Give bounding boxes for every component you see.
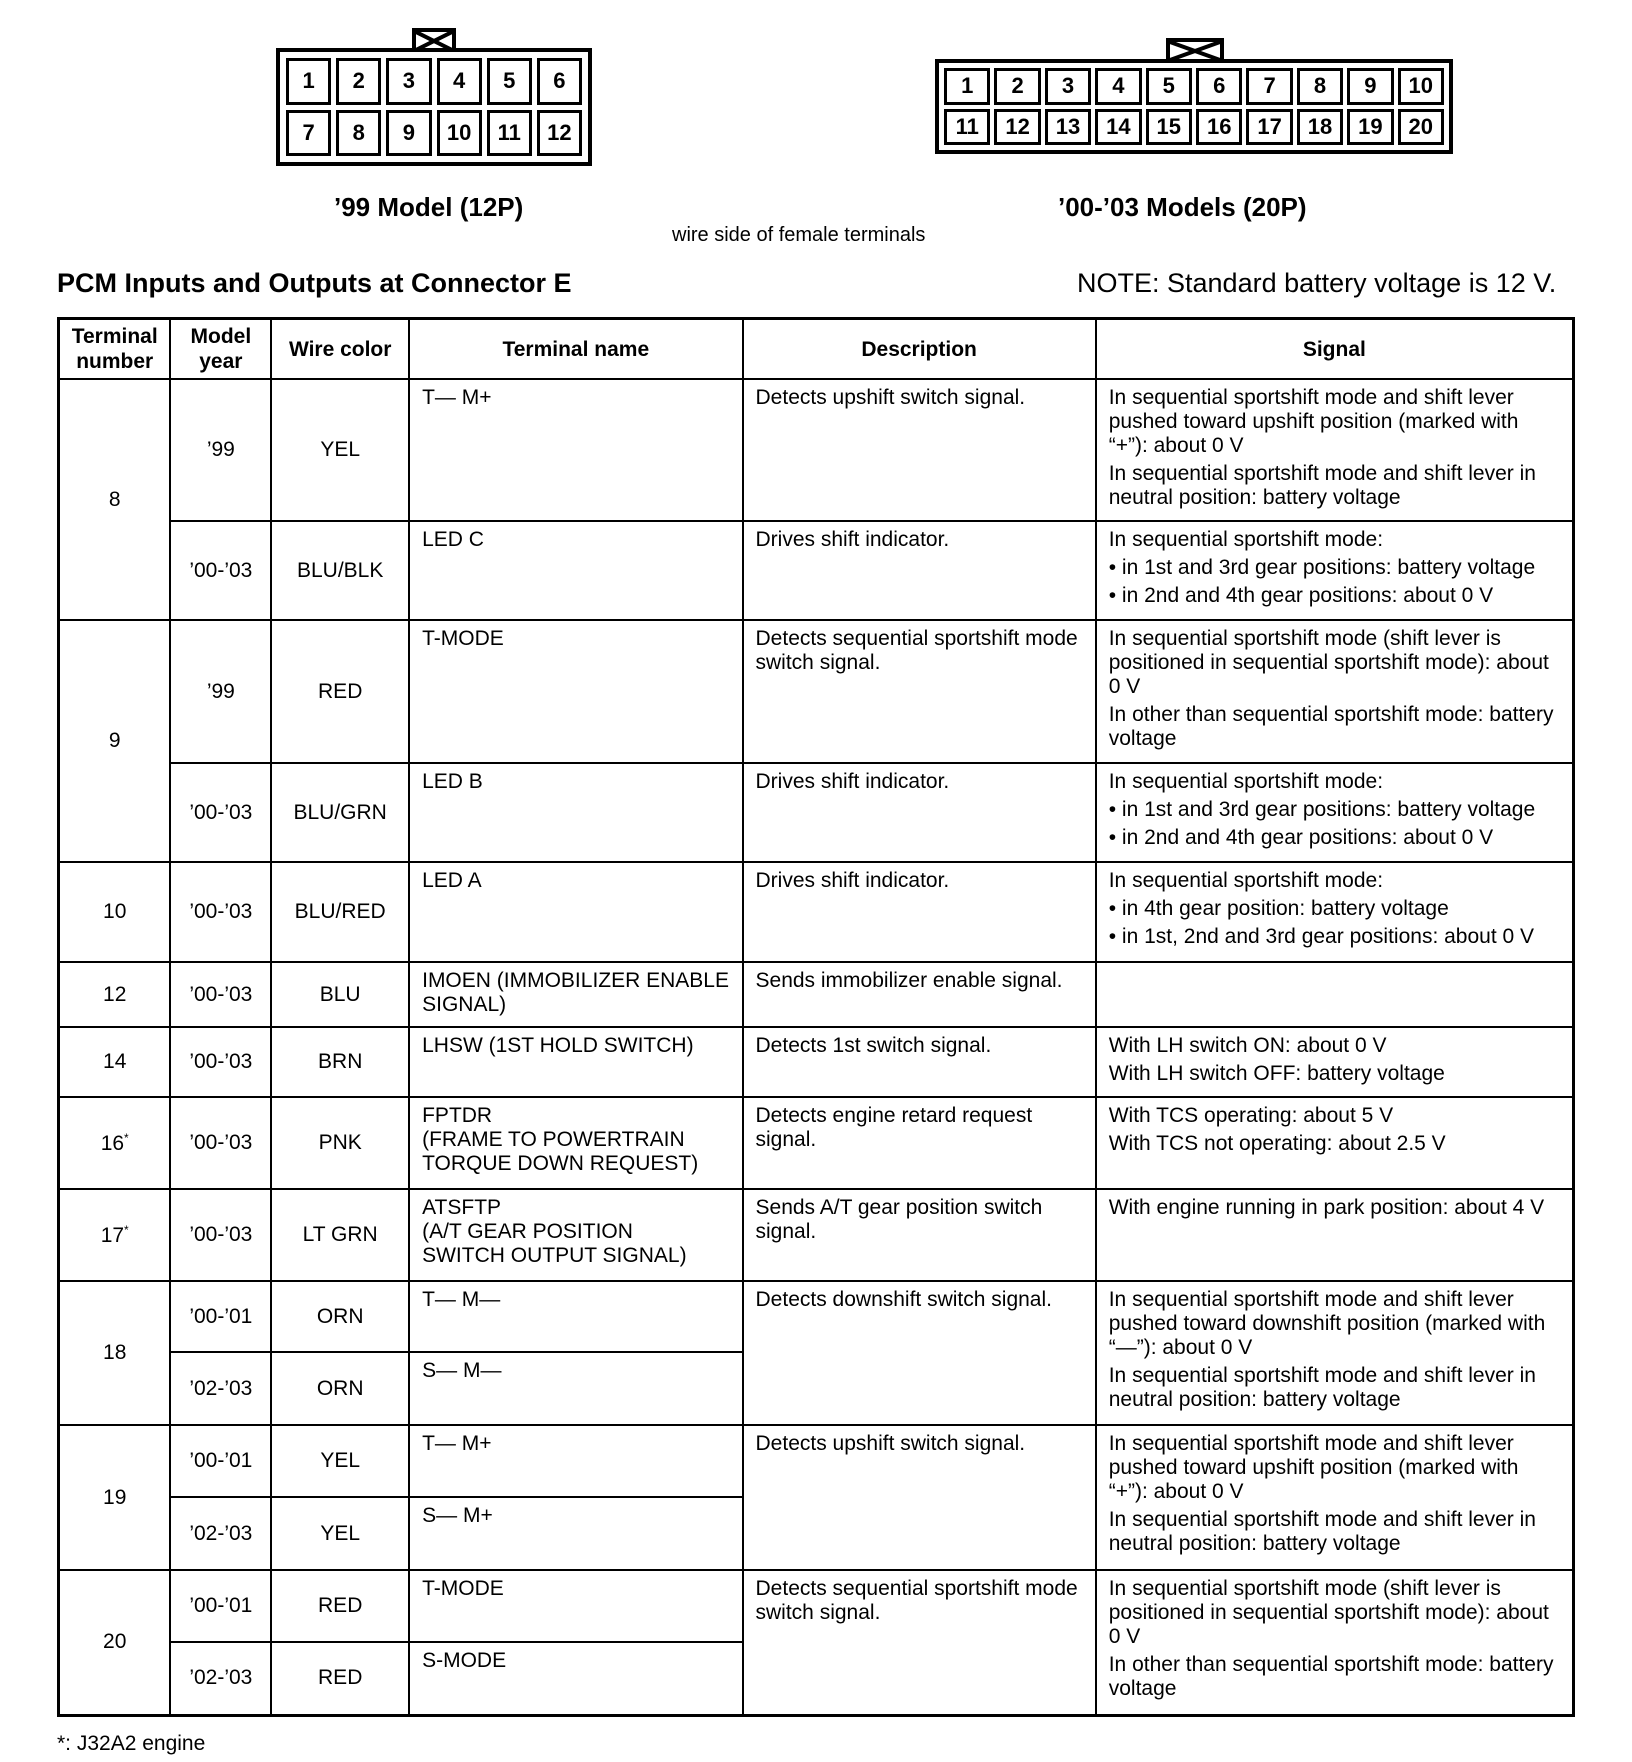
connector-pin: 12 xyxy=(994,109,1040,146)
model-year: ’00-’03 xyxy=(170,521,271,620)
terminal-number: 10 xyxy=(59,862,171,962)
connector-pin: 5 xyxy=(1146,68,1192,105)
connector-pin: 6 xyxy=(537,58,582,105)
terminal-name: ATSFTP (A/T GEAR POSITION SWITCH OUTPUT SIGNAL) xyxy=(409,1189,742,1281)
terminal-name: S— M+ xyxy=(409,1497,742,1570)
connector-pin: 14 xyxy=(1095,109,1141,146)
signal: In sequential sportshift mode: • in 1st and 3rd gear positions: battery voltage • in 2nd and 4th gear positions: about 0 V xyxy=(1096,763,1574,862)
footnote-mark: * xyxy=(124,1130,129,1145)
model-year: ’00-’03 xyxy=(170,1189,271,1281)
table-row xyxy=(59,1281,1574,1352)
table-row xyxy=(59,1189,1574,1281)
wire-color: YEL xyxy=(271,379,409,521)
pcm-io-table xyxy=(57,317,1575,1717)
header-signal: Signal xyxy=(1096,319,1574,380)
header-model-year: Model year xyxy=(170,319,271,380)
signal: With LH switch ON: about 0 V With LH switch OFF: battery voltage xyxy=(1096,1027,1574,1097)
terminal-number: 8 xyxy=(59,379,171,620)
wire-color: BLU/GRN xyxy=(271,763,409,862)
description: Detects upshift switch signal. xyxy=(743,1425,1096,1570)
table-row xyxy=(59,862,1574,962)
table-row xyxy=(59,1570,1574,1642)
model-year: ’02-’03 xyxy=(170,1497,271,1570)
signal: In sequential sportshift mode: • in 1st and 3rd gear positions: battery voltage • in 2nd and 4th gear positions: about 0 V xyxy=(1096,521,1574,620)
description: Drives shift indicator. xyxy=(743,862,1096,962)
terminal-number: 14 xyxy=(59,1027,171,1097)
connector-pin: 3 xyxy=(1045,68,1091,105)
connector-pin: 1 xyxy=(286,58,331,105)
header-description: Description xyxy=(743,319,1096,380)
terminal-name: T— M+ xyxy=(409,1425,742,1497)
model-year: ’02-’03 xyxy=(170,1642,271,1715)
wire-color: PNK xyxy=(271,1097,409,1189)
connector-12p-latch xyxy=(412,28,456,50)
terminal-name: T-MODE xyxy=(409,1570,742,1642)
terminal-number: 9 xyxy=(59,620,171,862)
model-year: ’00-’03 xyxy=(170,1027,271,1097)
page-title: PCM Inputs and Outputs at Connector E xyxy=(57,268,572,298)
terminal-name: T— M+ xyxy=(409,379,742,521)
connector-pin: 13 xyxy=(1045,109,1091,146)
signal: In sequential sportshift mode: • in 4th gear position: battery voltage • in 1st, 2nd and 3rd gear positions: about 0 V xyxy=(1096,862,1574,962)
signal: In sequential sportshift mode and shift lever pushed toward upshift position (marked with “+”): about 0 V In sequential sportshift mode and shift lever in neutral position: battery voltage xyxy=(1096,379,1574,521)
terminal-name: T-MODE xyxy=(409,620,742,763)
terminal-name: LED C xyxy=(409,521,742,620)
table-row xyxy=(59,1425,1574,1497)
description: Drives shift indicator. xyxy=(743,521,1096,620)
connector-pin: 1 xyxy=(944,68,990,105)
terminal-number: 12 xyxy=(59,962,171,1027)
signal: With engine running in park position: about 4 V xyxy=(1096,1189,1574,1281)
table-header-row xyxy=(59,319,1574,380)
model-year: ’00-’03 xyxy=(170,862,271,962)
connector-pin: 11 xyxy=(944,109,990,146)
battery-note: NOTE: Standard battery voltage is 12 V. xyxy=(1077,268,1557,298)
connector-pin: 7 xyxy=(1246,68,1292,105)
signal xyxy=(1096,962,1574,1027)
connector-pin: 4 xyxy=(1095,68,1141,105)
model-year: ’00-’03 xyxy=(170,763,271,862)
connector-20p xyxy=(935,59,1453,154)
terminal-name: T— M— xyxy=(409,1281,742,1352)
terminal-number: 20 xyxy=(59,1570,171,1715)
description: Detects downshift switch signal. xyxy=(743,1281,1096,1425)
header-wire-color: Wire color xyxy=(271,319,409,380)
table-row xyxy=(59,379,1574,521)
model-year: ’02-’03 xyxy=(170,1352,271,1425)
terminal-name: S— M— xyxy=(409,1352,742,1425)
connector-pin: 7 xyxy=(286,110,331,157)
terminal-number: 19 xyxy=(59,1425,171,1570)
connector-pin: 18 xyxy=(1297,109,1343,146)
terminal-name: LED B xyxy=(409,763,742,862)
wire-color: BRN xyxy=(271,1027,409,1097)
header-terminal-name: Terminal name xyxy=(409,319,742,380)
connector-pin: 8 xyxy=(336,110,381,157)
wire-color: LT GRN xyxy=(271,1189,409,1281)
table-row xyxy=(59,1097,1574,1189)
header-terminal-number: Terminal number xyxy=(59,319,171,380)
connector-pin: 3 xyxy=(386,58,431,105)
wire-color: YEL xyxy=(271,1497,409,1570)
description: Sends immobilizer enable signal. xyxy=(743,962,1096,1027)
wire-color: ORN xyxy=(271,1352,409,1425)
connector-pin: 17 xyxy=(1246,109,1292,146)
connector-pin: 16 xyxy=(1196,109,1242,146)
connector-12p-label: ’99 Model (12P) xyxy=(334,192,524,222)
wire-color: RED xyxy=(271,620,409,763)
connector-pin: 8 xyxy=(1297,68,1343,105)
connector-pin: 10 xyxy=(1398,68,1444,105)
model-year: ’99 xyxy=(170,379,271,521)
connector-12p xyxy=(276,48,592,166)
connector-20p-latch xyxy=(1166,38,1224,60)
connector-pin: 2 xyxy=(994,68,1040,105)
table-row xyxy=(59,763,1574,862)
terminal-number: 18 xyxy=(59,1281,171,1425)
connector-pin: 10 xyxy=(437,110,482,157)
wire-color: BLU xyxy=(271,962,409,1027)
terminal-name: LHSW (1ST HOLD SWITCH) xyxy=(409,1027,742,1097)
connector-pin: 6 xyxy=(1196,68,1242,105)
connector-pin: 15 xyxy=(1146,109,1192,146)
model-year: ’00-’03 xyxy=(170,1097,271,1189)
terminal-number: 17* xyxy=(59,1189,171,1281)
signal: With TCS operating: about 5 V With TCS not operating: about 2.5 V xyxy=(1096,1097,1574,1189)
description: Detects sequential sportshift mode switch signal. xyxy=(743,1570,1096,1715)
latch-x-icon xyxy=(1170,42,1220,60)
connector-pin: 12 xyxy=(537,110,582,157)
connector-pin: 20 xyxy=(1398,109,1444,146)
footnote-mark: * xyxy=(124,1222,129,1237)
connector-20p-label: ’00-’03 Models (20P) xyxy=(1058,192,1307,222)
wire-color: BLU/RED xyxy=(271,862,409,962)
description: Detects 1st switch signal. xyxy=(743,1027,1096,1097)
connector-pin: 2 xyxy=(336,58,381,105)
wire-color: RED xyxy=(271,1642,409,1715)
model-year: ’00-’01 xyxy=(170,1281,271,1352)
connector-pin: 9 xyxy=(1347,68,1393,105)
description: Sends A/T gear position switch signal. xyxy=(743,1189,1096,1281)
table-row xyxy=(59,521,1574,620)
signal: In sequential sportshift mode (shift lever is positioned in sequential sportshift mode): about 0 V In other than sequential sportshift mode: battery voltage xyxy=(1096,620,1574,763)
description: Detects sequential sportshift mode switch signal. xyxy=(743,620,1096,763)
description: Detects upshift switch signal. xyxy=(743,379,1096,521)
table-row xyxy=(59,620,1574,763)
model-year: ’00-’01 xyxy=(170,1425,271,1497)
signal: In sequential sportshift mode and shift lever pushed toward upshift position (marked with “+”): about 0 V In sequential sportshift mode and shift lever in neutral position: battery voltage xyxy=(1096,1425,1574,1570)
wire-color: RED xyxy=(271,1570,409,1642)
wire-color: ORN xyxy=(271,1281,409,1352)
wire-color: YEL xyxy=(271,1425,409,1497)
signal: In sequential sportshift mode and shift lever pushed toward downshift position (marked with “—”): about 0 V In sequential sportshift mode and shift lever in neutral position: battery voltage xyxy=(1096,1281,1574,1425)
table-row xyxy=(59,1027,1574,1097)
description: Drives shift indicator. xyxy=(743,763,1096,862)
terminal-name: LED A xyxy=(409,862,742,962)
footnote: *: J32A2 engine xyxy=(57,1732,206,1755)
model-year: ’99 xyxy=(170,620,271,763)
connector-pin: 11 xyxy=(487,110,532,157)
terminal-name: IMOEN (IMMOBILIZER ENABLE SIGNAL) xyxy=(409,962,742,1027)
connector-pin: 19 xyxy=(1347,109,1393,146)
view-note: wire side of female terminals xyxy=(672,224,926,246)
terminal-number: 16* xyxy=(59,1097,171,1189)
model-year: ’00-’03 xyxy=(170,962,271,1027)
wire-color: BLU/BLK xyxy=(271,521,409,620)
connector-pin: 9 xyxy=(386,110,431,157)
table-row xyxy=(59,962,1574,1027)
connector-pin: 5 xyxy=(487,58,532,105)
model-year: ’00-’01 xyxy=(170,1570,271,1642)
signal: In sequential sportshift mode (shift lever is positioned in sequential sportshift mode): about 0 V In other than sequential sportshift mode: battery voltage xyxy=(1096,1570,1574,1715)
description: Detects engine retard request signal. xyxy=(743,1097,1096,1189)
connector-pin: 4 xyxy=(437,58,482,105)
terminal-name: FPTDR (FRAME TO POWERTRAIN TORQUE DOWN REQUEST) xyxy=(409,1097,742,1189)
terminal-name: S-MODE xyxy=(409,1642,742,1715)
